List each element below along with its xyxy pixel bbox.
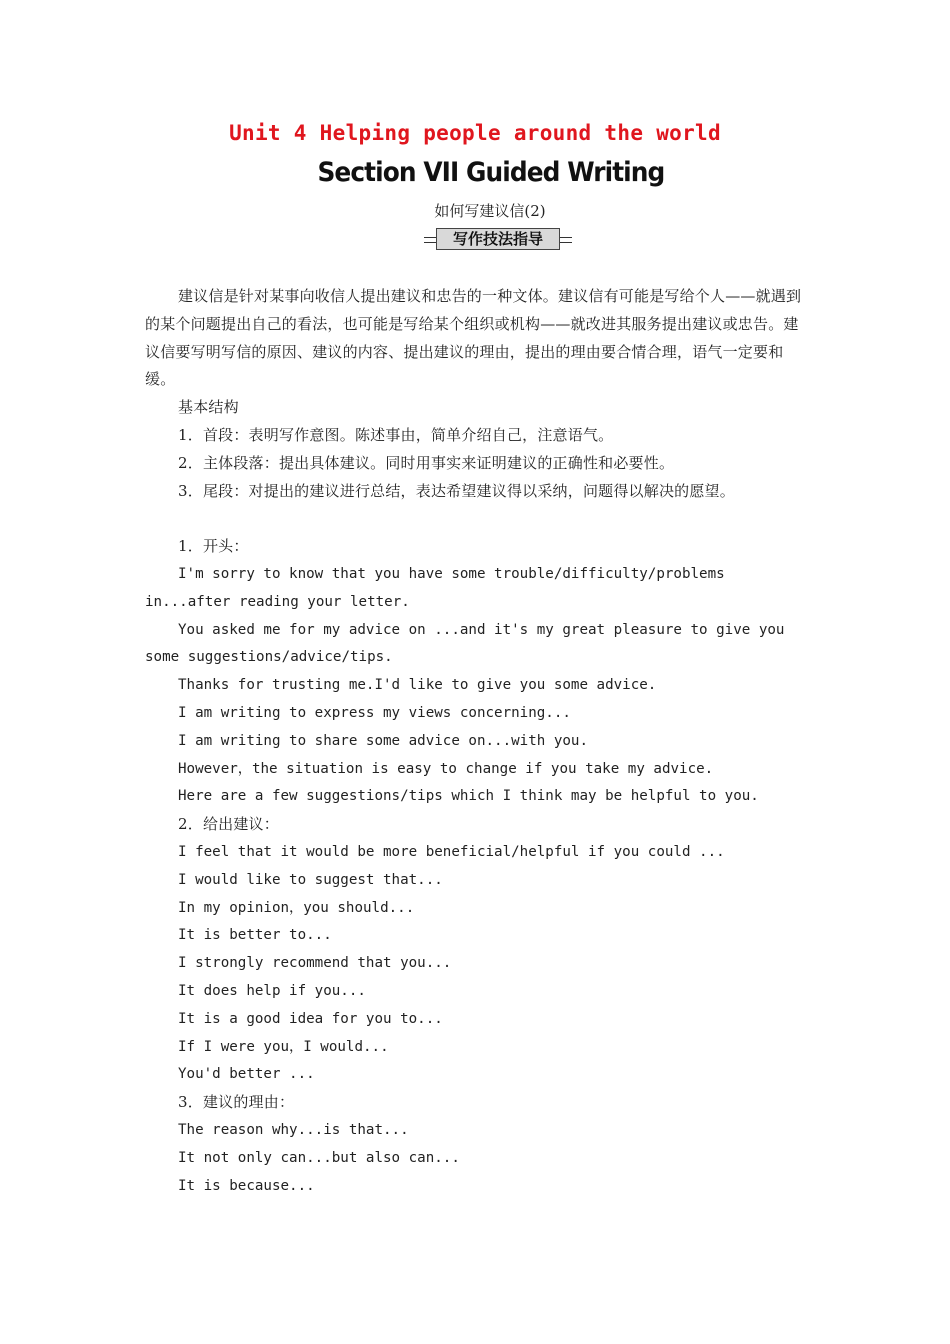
- phrase-line: If I were you，I would...: [178, 1038, 389, 1055]
- structure-item: 1．首段：表明写作意图。陈述事由，简单介绍自己，注意语气。: [178, 425, 614, 444]
- phrase-line: It is a good idea for you to...: [178, 1010, 443, 1027]
- section-title: Section VII Guided Writing: [317, 157, 665, 188]
- topic-subtitle: 如何写建议信(2): [434, 202, 546, 220]
- phrase-line: I would like to suggest that...: [178, 871, 443, 888]
- structure-heading: 基本结构: [178, 398, 239, 417]
- phrase-line: It not only can...but also can...: [178, 1149, 460, 1166]
- phrase-line: I am writing to express my views concerning...: [178, 704, 571, 721]
- phrase-line: Thanks for trusting me.I'd like to give you some advice.: [178, 677, 657, 694]
- document-body: [145, 283, 807, 1200]
- banner-label: 写作技法指导: [436, 228, 560, 250]
- phrase-line: You'd better ...: [178, 1066, 315, 1083]
- phrase-line: I am writing to share some advice on...with you.: [178, 732, 588, 749]
- phrase-line: The reason why...is that...: [178, 1121, 409, 1138]
- phrase-line: However，the situation is easy to change if you take my advice.: [178, 760, 714, 777]
- phrase-line: I feel that it would be more beneficial/helpful if you could ...: [178, 843, 725, 860]
- phrase-line: I strongly recommend that you...: [178, 955, 452, 972]
- structure-item: 3．尾段：对提出的建议进行总结，表达希望建议得以采纳，问题得以解决的愿望。: [178, 481, 735, 500]
- phrase-line: It is better to...: [178, 927, 332, 944]
- section-heading: 1．开头：: [178, 537, 249, 556]
- phrase-line: It is because...: [178, 1177, 315, 1194]
- phrase-line: In my opinion，you should...: [178, 899, 415, 916]
- phrase-line: It does help if you...: [178, 982, 366, 999]
- spacer: [145, 505, 807, 533]
- intro-paragraph: 建议信是针对某事向收信人提出建议和忠告的一种文体。建议信有可能是写给个人——就遇到的某个问题提出自己的看法，也可能是写给某个组织或机构——就改进其服务提出建议或忠告。建议信要写明写信的原因、建议的内容、提出建议的理由，提出的理由要合情合理，语气一定要和缓。: [145, 287, 802, 389]
- phrase-line: Here are a few suggestions/tips which I think may be helpful to you.: [178, 788, 759, 805]
- section-banner: [424, 228, 572, 250]
- phrase-line: I'm sorry to know that you have some trouble/difficulty/problems in...after reading your letter.: [145, 565, 725, 610]
- phrase-line: You asked me for my advice on ...and it's my great pleasure to give you some suggestions/advice/tips.: [145, 621, 785, 666]
- section-heading: 3．建议的理由：: [178, 1093, 295, 1112]
- section-heading: 2．给出建议：: [178, 815, 279, 834]
- structure-item: 2．主体段落：提出具体建议。同时用事实来证明建议的正确性和必要性。: [178, 453, 675, 472]
- unit-title: Unit 4 Helping people around the world: [229, 121, 721, 145]
